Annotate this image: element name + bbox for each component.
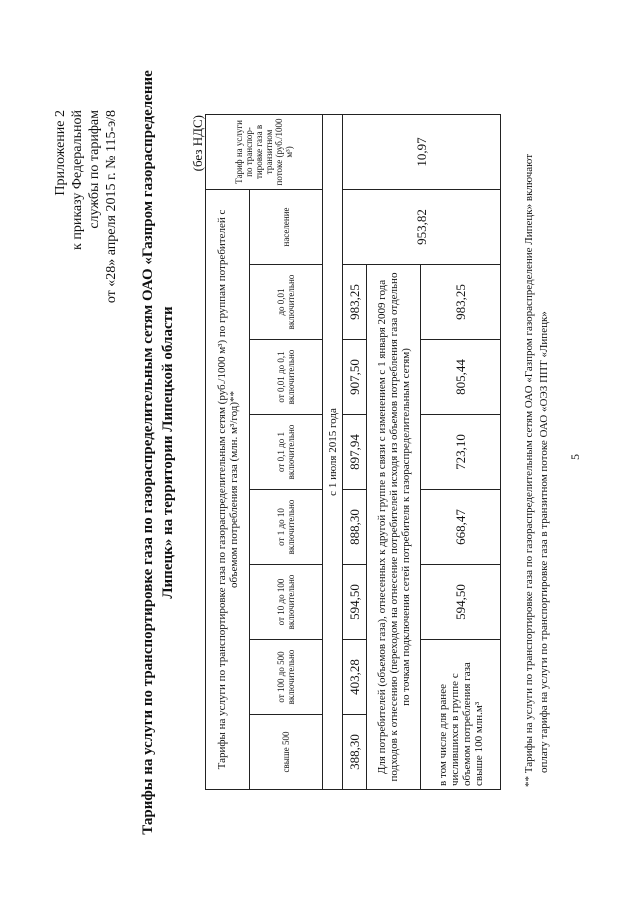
group-header-cell: Тарифы на услуги по транспортировке газа по газораспределительным сетям (руб./1000 м³) по группам потребителей с объемом потребления газа (млн. м³/год)** bbox=[206, 189, 250, 789]
footnote-line-1: ** Тарифы на услуги по транспортировке газа по газораспределительным сетям ОАО «Газпром газораспределение Липецк» включают bbox=[523, 154, 535, 787]
row1-value: 388,30 bbox=[343, 715, 367, 790]
row2-label: в том числе для ранее числившихся в группе с объемом потребления газа свыше 100 млн.м³ bbox=[436, 662, 485, 786]
tariff-table bbox=[205, 114, 501, 790]
row1-value: 983,25 bbox=[343, 265, 367, 340]
row1-value: 907,50 bbox=[343, 340, 367, 415]
col-header-over-500: свыше 500 bbox=[250, 715, 323, 790]
col-header-up-to-0-01: до 0,01 включительно bbox=[250, 265, 323, 340]
footnote-line-2: оплату тарифа на услуги по транспортировке газа в транзитном потоке ОАО «ОЭЗ ППТ «Липецк» bbox=[538, 311, 550, 773]
row1-value: 897,94 bbox=[343, 415, 367, 490]
row1-value: 888,30 bbox=[343, 490, 367, 565]
row2-label-cell bbox=[421, 640, 501, 790]
row1-value: 403,28 bbox=[343, 640, 367, 715]
row2-value: 983,25 bbox=[421, 265, 501, 340]
appendix-line-1: Приложение 2 bbox=[53, 110, 68, 196]
population-value: 953,82 bbox=[343, 189, 501, 264]
col-header-0-1-1: от 0,1 до 1 включительно bbox=[250, 415, 323, 490]
row2-value: 723,10 bbox=[421, 415, 501, 490]
row2-value: 668,47 bbox=[421, 490, 501, 565]
col-header-1-10: от 1 до 10 включительно bbox=[250, 490, 323, 565]
row2-value: 594,50 bbox=[421, 565, 501, 640]
col-header-population: население bbox=[250, 189, 323, 264]
col-header-100-500: от 100 до 500 включительно bbox=[250, 640, 323, 715]
period-cell: с 1 июля 2015 года bbox=[323, 114, 343, 789]
note-row-cell: Для потребителей (объемов газа), отнесенных к другой группе в связи с изменением с 1 января 2009 года подходов к отнесению (переходом на отнесение потребителей исходя из объемов потребления газа отдельно по точкам подключения сетей потребителя к газораспределительным сетям) bbox=[367, 265, 421, 790]
vat-note: (без НДС) bbox=[190, 115, 205, 172]
transit-header-cell: Тариф на услуги по транспор-тировке газа в транзитном потоке (руб./1000 м³) bbox=[206, 114, 323, 189]
document-title-line-2: Липецк» на территории Липецкой области bbox=[160, 306, 176, 599]
col-header-0-01-0-1: от 0,01 до 0,1 включительно bbox=[250, 340, 323, 415]
row1-value: 594,50 bbox=[343, 565, 367, 640]
appendix-line-3: службы по тарифам bbox=[87, 110, 102, 229]
appendix-line-2: к приказу Федеральной bbox=[70, 110, 85, 250]
col-header-10-100: от 10 до 100 включительно bbox=[250, 565, 323, 640]
document-title-line-1: Тарифы на услуги по транспортировке газа по газораспределительным сетям ОАО «Газпром газораспределение bbox=[140, 70, 156, 835]
transit-value: 10,97 bbox=[343, 114, 501, 189]
row2-value: 805,44 bbox=[421, 340, 501, 415]
page-number: 5 bbox=[568, 454, 582, 460]
appendix-line-4: от «28» апреля 2015 г. № 115-э/8 bbox=[104, 110, 119, 304]
